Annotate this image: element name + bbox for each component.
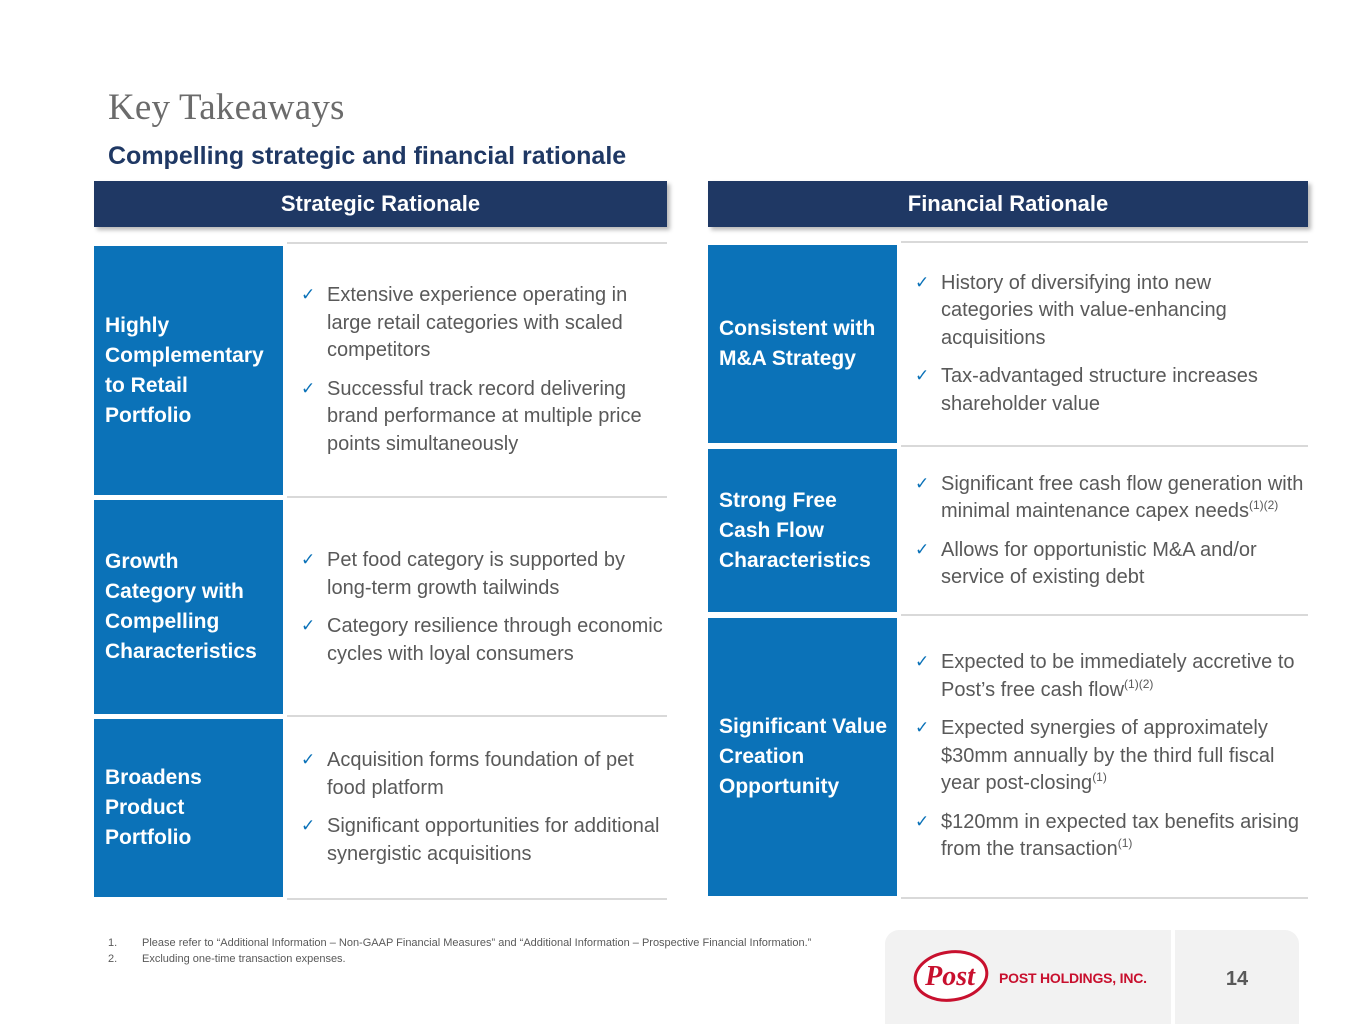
footnote-item: 2. Excluding one-time transaction expenses. (108, 953, 346, 965)
bullet-item: ✓ Expected synergies of approximately $30mm annually by the third full fiscal year post-closing$^{(1)}$ (915, 717, 1275, 795)
checkmark-icon: ✓ (301, 285, 316, 305)
page-number: 14 (1225, 968, 1249, 990)
bullet-item: ✓ Tax-advantaged structure increases shareholder value (915, 365, 1258, 415)
financial-content-3 (901, 614, 1308, 899)
strategic-content-2 (287, 496, 667, 717)
checkmark-icon: ✓ (301, 616, 316, 636)
financial-label-1: Consistent with M&A Strategy (708, 245, 897, 443)
bullet-item: ✓ Allows for opportunistic M&A and/or service of existing debt (915, 538, 1257, 588)
page-title: Key Takeaways (108, 87, 345, 128)
footer-page-area (1175, 930, 1299, 1024)
strategic-label-3: Broadens Product Portfolio (94, 719, 283, 897)
financial-rationale-header: Financial Rationale (708, 181, 1308, 227)
footnote-ref: (1)(2) (1248, 498, 1279, 512)
bullet-item: ✓ Pet food category is supported by long-term growth tailwinds (301, 549, 625, 599)
post-logo (913, 948, 991, 1004)
bullet-item: ✓ Expected to be immediately accretive to Post’s free cash flow$^{(1)(2)}$ (915, 651, 1295, 701)
page-subtitle: Compelling strategic and financial rationale (108, 142, 627, 170)
bullet-item: ✓ Extensive experience operating in large retail categories with scaled competitors (301, 284, 628, 361)
bullet-item: ✓ $120mm in expected tax benefits arising from the transaction$^{(1)}$ (915, 810, 1299, 861)
checkmark-icon: ✓ (301, 550, 316, 570)
financial-label-3: Significant Value Creation Opportunity (708, 618, 897, 896)
strategic-label-2: Growth Category with Compelling Characteristics (94, 500, 283, 714)
financial-content-2 (901, 445, 1308, 615)
bullet-item: ✓ Successful track record delivering brand performance at multiple price points simultaneously (301, 377, 642, 455)
footer-logo-area (885, 930, 1171, 1024)
bullet-item: ✓ Significant free cash flow generation with minimal maintenance capex needs$^{(1)(2)}$ (915, 472, 1304, 522)
checkmark-icon: ✓ (301, 750, 316, 770)
bullet-item: ✓ History of diversifying into new categories with value-enhancing acquisitions (915, 271, 1227, 349)
checkmark-icon: ✓ (915, 473, 930, 494)
footnotes (108, 935, 828, 967)
strategic-rationale-header: Strategic Rationale (94, 181, 667, 227)
bullet-item: ✓ Significant opportunities for additional synergistic acquisitions (301, 815, 660, 865)
footnote-item: 1. Please refer to “Additional Information – Non-GAAP Financial Measures” and “Additional Information – Prospective Financial Information.” (108, 937, 812, 949)
checkmark-icon: ✓ (915, 718, 930, 739)
checkmark-icon: ✓ (301, 378, 316, 399)
checkmark-icon: ✓ (915, 652, 930, 673)
strategic-content-1 (287, 242, 667, 498)
financial-label-2: Strong Free Cash Flow Characteristics (708, 449, 897, 612)
checkmark-icon: ✓ (915, 539, 930, 560)
bullet-item: ✓ Category resilience through economic cycles with loyal consumers (301, 615, 663, 665)
bullet-item: ✓ Acquisition forms foundation of pet food platform (301, 749, 634, 799)
footnote-ref: (1)(2) (1124, 676, 1154, 691)
checkmark-icon: ✓ (915, 272, 930, 293)
company-name: POST HOLDINGS, INC. (999, 970, 1147, 986)
svg-text:Post: Post (925, 961, 975, 992)
strategic-content-3 (287, 715, 667, 900)
footnote-ref: (1) (1117, 836, 1133, 851)
strategic-label-1: Highly Complementary to Retail Portfolio (94, 246, 283, 495)
checkmark-icon: ✓ (301, 816, 316, 836)
checkmark-icon: ✓ (915, 366, 930, 387)
checkmark-icon: ✓ (915, 811, 930, 832)
footnote-ref: (1) (1092, 770, 1107, 785)
financial-content-1 (901, 241, 1308, 447)
